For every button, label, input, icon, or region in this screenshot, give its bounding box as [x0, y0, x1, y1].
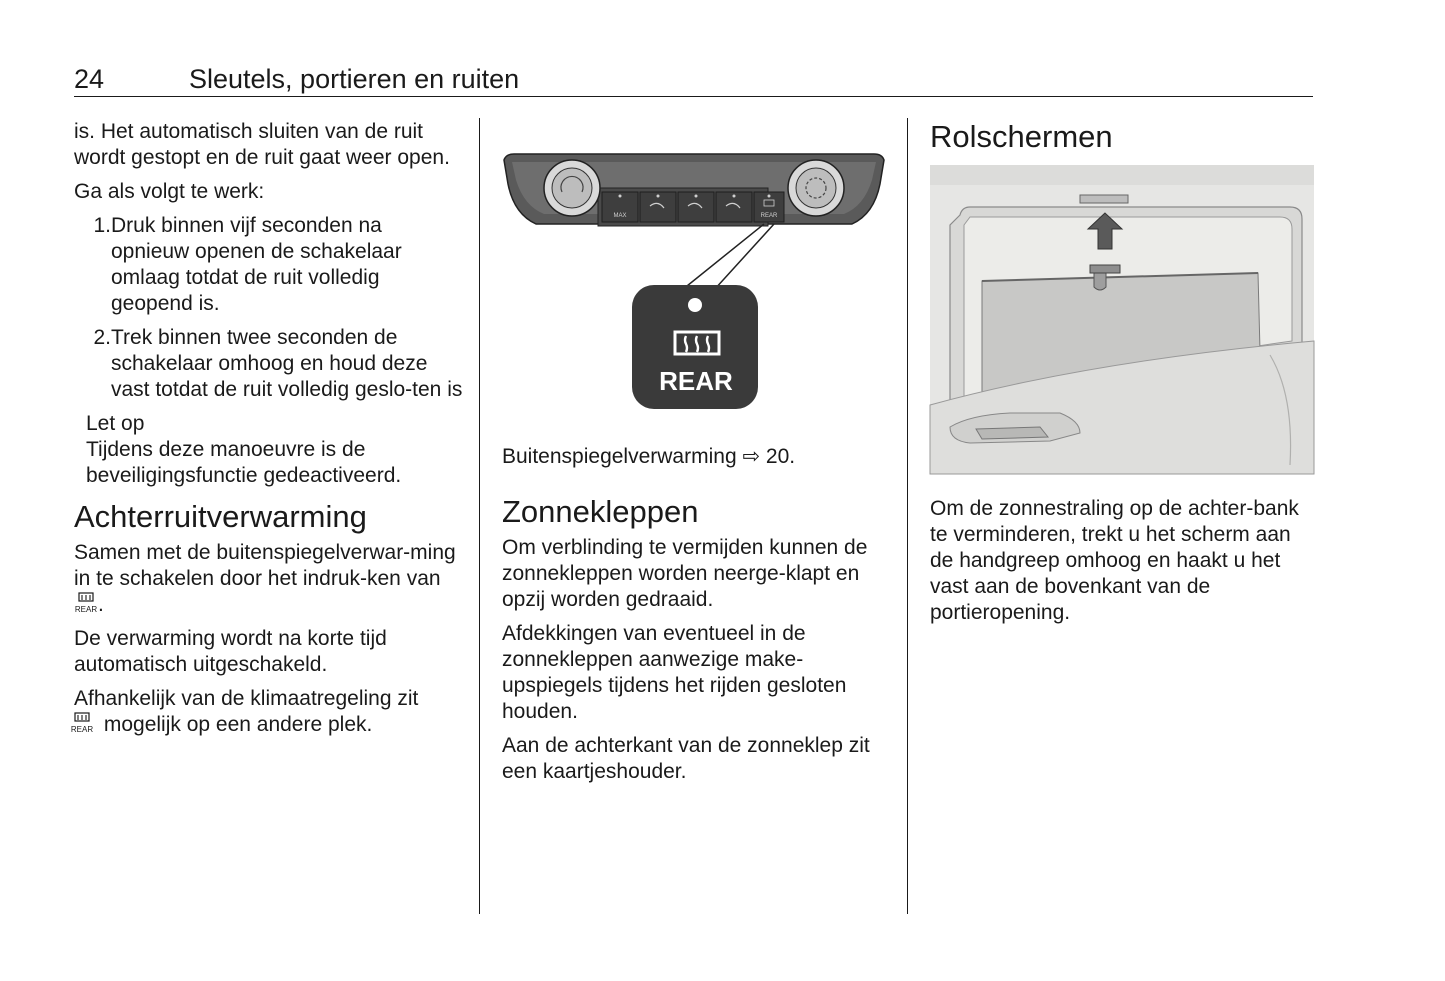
paragraph: Om verblinding te vermijden kunnen de zonnekleppen worden neerge-klapt en opzij worden gedraaid.	[502, 536, 868, 611]
paragraph: Ga als volgt te werk:	[74, 180, 265, 203]
max-button-label: MAX	[613, 213, 627, 219]
paragraph-end: .	[98, 593, 104, 616]
note-title: Let op	[86, 412, 145, 435]
step-text: Trek binnen twee seconden de schakelaar omhoog en houd deze vast totdat de ruit volledig geslo-ten is	[111, 326, 463, 401]
column-2	[502, 140, 892, 793]
step-number: 2.	[93, 326, 111, 349]
crossref-text: Buitenspiegelverwarming	[502, 445, 737, 468]
note-text: Tijdens deze manoeuvre is de beveiligingsfunctie gedeactiveerd.	[86, 438, 402, 487]
column-divider-2	[907, 118, 908, 914]
small-rear-label: REAR	[760, 213, 778, 219]
paragraph: is. Het automatisch sluiten van de ruit wordt gestopt en de ruit gaat weer open.	[74, 120, 450, 169]
column-1	[70, 119, 464, 746]
rear-button-label: REAR	[659, 366, 733, 396]
paragraph: Aan de achterkant van de zonneklep zit een kaartjeshouder.	[502, 734, 870, 783]
paragraph	[74, 540, 464, 618]
column-3	[930, 119, 1314, 634]
crossref-arrow-icon: ⇨	[742, 445, 761, 468]
step-list	[74, 213, 464, 403]
paragraph	[70, 686, 464, 738]
rear-defrost-icon	[70, 712, 98, 734]
rear-icon-label: REAR	[70, 725, 94, 734]
climate-panel-figure	[502, 140, 886, 420]
list-item	[74, 325, 464, 403]
running-title: Sleutels, portieren en ruiten	[189, 64, 520, 94]
section-heading: Rolschermen	[930, 119, 1113, 154]
rear-icon-label: REAR	[74, 605, 98, 614]
section-heading: Achterruitverwarming	[74, 499, 367, 534]
sunscreen-figure	[930, 165, 1314, 474]
page-number: 24	[74, 64, 105, 94]
paragraph-end: mogelijk op een andere plek.	[103, 713, 373, 736]
note-block	[86, 411, 464, 489]
paragraph-text: Afhankelijk van de klimaatregeling zit	[74, 687, 419, 710]
list-item	[74, 213, 464, 317]
step-text: Druk binnen vijf seconden na opnieuw openen de schakelaar omlaag totdat de ruit volledig geopend is.	[111, 214, 402, 315]
crossref-page: 20.	[765, 445, 796, 468]
cross-reference	[502, 444, 892, 470]
paragraph-text: Samen met de buitenspiegelverwar-ming in te schakelen door het indruk-ken van	[74, 541, 456, 590]
paragraph: Om de zonnestraling op de achter-bank te verminderen, trekt u het scherm aan de handgreep omhoog en haakt u het vast aan de bovenkant van de portieropening.	[930, 497, 1299, 624]
paragraph: De verwarming wordt na korte tijd automatisch uitgeschakeld.	[74, 627, 387, 676]
step-number: 1.	[93, 214, 111, 237]
section-heading: Zonnekleppen	[502, 494, 699, 529]
rear-defrost-icon	[74, 592, 98, 614]
header-rule	[74, 96, 1313, 97]
paragraph: Afdekkingen van eventueel in de zonnekleppen aanwezige make-upspiegels tijdens het rijden gesloten houden.	[502, 622, 847, 723]
column-divider-1	[479, 118, 480, 914]
